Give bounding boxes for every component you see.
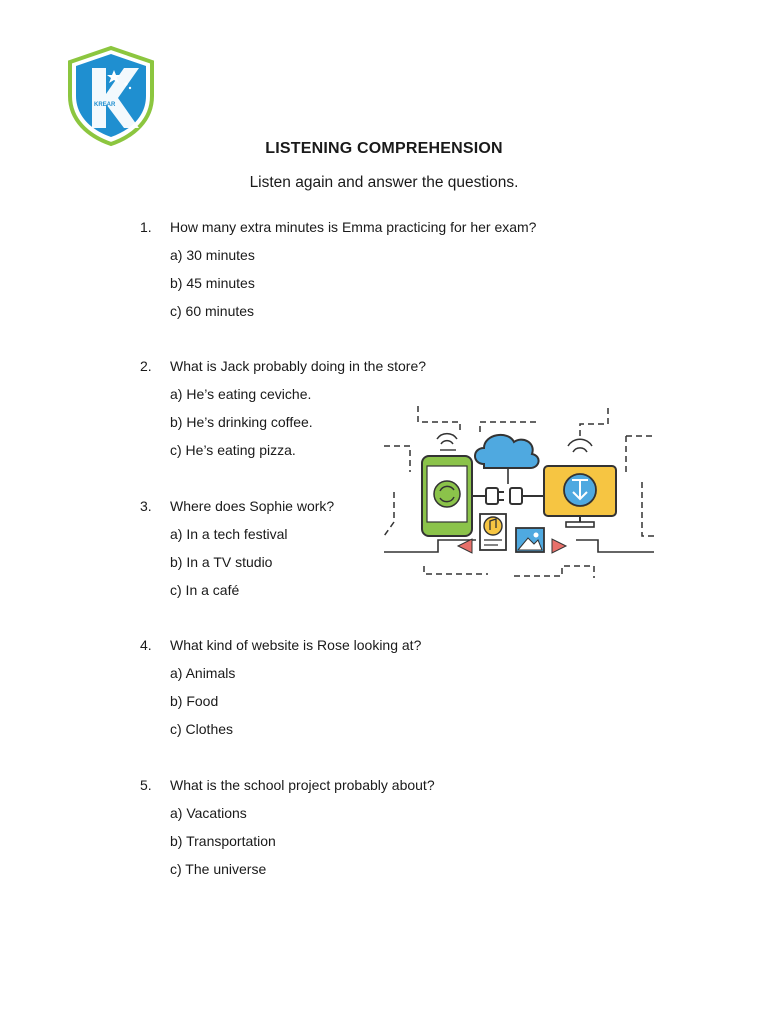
answer-option-a[interactable]: a) In a tech festival (170, 526, 288, 542)
answer-option-a[interactable]: a) Vacations (170, 805, 247, 821)
school-logo (64, 44, 158, 148)
plug-icon (472, 488, 544, 504)
technology-illustration (380, 402, 658, 586)
question-4 (140, 634, 421, 746)
monitor-download-icon (544, 439, 616, 527)
question-number: 4. (140, 637, 152, 653)
question-1 (140, 216, 536, 328)
page-title: LISTENING COMPREHENSION (265, 140, 503, 157)
answer-option-b[interactable]: b) Food (170, 693, 219, 709)
answer-option-c[interactable]: c) He’s eating pizza. (170, 442, 296, 458)
answer-option-a[interactable]: a) He’s eating ceviche. (170, 386, 312, 402)
question-text: What is Jack probably doing in the store? (170, 358, 427, 374)
question-text: What kind of website is Rose looking at? (170, 637, 422, 653)
answer-option-b[interactable]: b) 45 minutes (170, 275, 255, 291)
answer-option-c[interactable]: c) Clothes (170, 721, 234, 737)
answer-option-b[interactable]: b) In a TV studio (170, 554, 273, 570)
answer-option-c[interactable]: c) The universe (170, 861, 267, 877)
answer-option-a[interactable]: a) Animals (170, 665, 236, 681)
answer-option-b[interactable]: b) Transportation (170, 833, 276, 849)
question-number: 3. (140, 498, 152, 514)
question-text: What is the school project probably about? (170, 777, 435, 793)
answer-option-b[interactable]: b) He’s drinking coffee. (170, 414, 313, 430)
instructions: Listen again and answer the questions. (249, 174, 519, 191)
question-text: Where does Sophie work? (170, 498, 335, 514)
music-file-icon (480, 514, 506, 550)
cloud-icon (475, 435, 539, 484)
answer-option-c[interactable]: c) 60 minutes (170, 303, 255, 319)
image-file-icon (516, 528, 544, 552)
answer-option-c[interactable]: c) In a café (170, 582, 240, 598)
answer-option-a[interactable]: a) 30 minutes (170, 247, 255, 263)
arrow-right-icon (552, 539, 566, 553)
question-number: 2. (140, 358, 152, 374)
smartphone-icon (422, 434, 472, 536)
question-5 (140, 774, 435, 886)
question-3 (140, 495, 334, 607)
logo-text: KREAR (94, 102, 116, 108)
illustration-svg (380, 402, 658, 586)
question-text: How many extra minutes is Emma practicing for her exam? (170, 219, 537, 235)
question-number: 5. (140, 777, 152, 793)
arrow-left-icon (458, 539, 472, 553)
question-number: 1. (140, 219, 152, 235)
